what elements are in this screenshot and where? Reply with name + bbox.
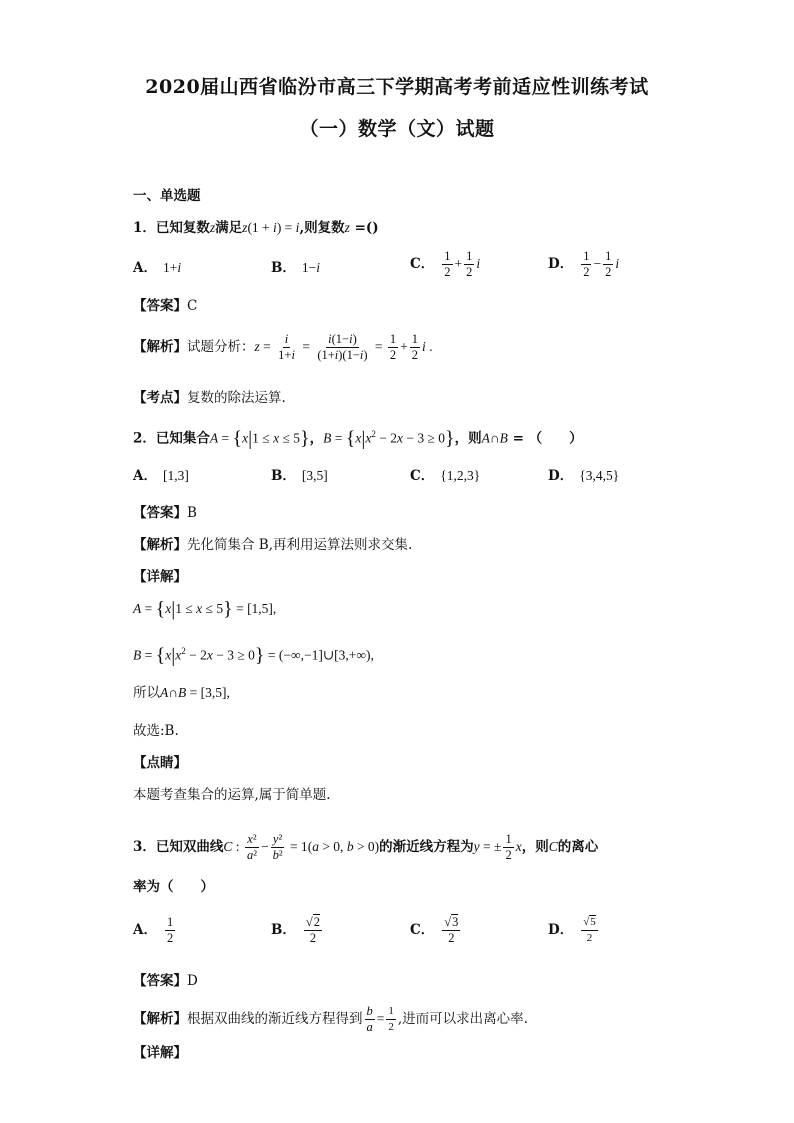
q2-detail-line-2: $B = \{x|x^2 - 2x - 3 \ge 0\}$ = (−∞,−1]∪[3,+∞),: [133, 644, 374, 667]
answer-value: B: [187, 505, 197, 521]
question-3-stem-cont: 率为（ ）: [133, 879, 214, 895]
document-title-line1: 2020届山西省临汾市高三下学期高考考前适应性训练考试: [145, 76, 649, 98]
q3-option-c[interactable]: C． $\frac{√3}{2}$: [410, 915, 459, 945]
q2-review-heading: 【点睛】: [133, 755, 187, 771]
q3-analysis: 【解析】根据双曲线的渐近线方程得到 $\frac{b}{a}$ = $\frac{1}{2}$ ,进而可以求出离心率.: [133, 1004, 528, 1034]
condition-expression: z: [242, 220, 248, 235]
q1-option-c[interactable]: C． $\frac{1}{2}$ + $\frac{1}{2}$ i: [410, 249, 481, 279]
q2-detail-line-3: 所以A∩B = [3,5],: [133, 685, 230, 701]
q3-option-b[interactable]: B． $\frac{√2}{2}$: [271, 915, 321, 945]
question-3-stem: 3．已知双曲线C : $\frac{\text{x²}}{\text{a²}}$ − $\frac{\text{y²}}{\text{b²}}$ = 1(a > 0, b > 0)的渐近线方程为y = ± $\frac{1}{2}$ x，则C的离心: [133, 832, 599, 862]
q1-option-a[interactable]: A． 1+i: [133, 260, 182, 276]
question-2-stem: 2．已知集合A = {x|1 ≤ x ≤ 5}，$B = \{x|x^2 - 2x - 3 \ge 0\}$，则A∩B = （ ）: [133, 427, 583, 450]
q3-detail-heading: 【详解】: [133, 1045, 187, 1061]
q3-option-a[interactable]: A． $\frac{1}{2}$: [133, 915, 174, 945]
q2-detail-line-4: 故选:B.: [133, 723, 179, 739]
q1-answer: 【答案】C: [133, 298, 198, 314]
target-expression: z: [344, 220, 350, 235]
q2-review-text: 本题考查集合的运算,属于简单题.: [133, 787, 331, 803]
analysis-expression: z: [254, 339, 260, 354]
q2-detail-heading: 【详解】: [133, 569, 187, 585]
q2-option-c[interactable]: C． {1,2,3}: [410, 468, 481, 484]
q1-option-d[interactable]: D． $\frac{1}{2}$ − $\frac{1}{2}$ i: [548, 249, 620, 279]
q2-option-b[interactable]: B． [3,5]: [271, 468, 328, 484]
question-number: 2．: [133, 430, 156, 447]
question-number: 3．: [133, 839, 156, 855]
q2-analysis: 【解析】先化简集合 B,再利用运算法则求交集.: [133, 537, 413, 553]
set-a-expression: A: [209, 430, 219, 446]
curve-expression: C: [223, 839, 233, 854]
q1-analysis: 【解析】试题分析：z = $\frac{i}{1+i}$ = $\frac{i(1-i)}{(1+i)(1-i)}$ = $\frac{1}{2}$ + $\frac{1}{2}$ i .: [133, 332, 433, 362]
q3-option-d[interactable]: D． $\frac{√5}{2}$: [548, 916, 596, 944]
question-1-stem: 1．已知复数z满足z(1 + i) = i,则复数z =(): [133, 220, 379, 236]
question-text: 满足: [215, 220, 243, 236]
variable-z: z: [209, 220, 216, 235]
q3-answer: 【答案】D: [133, 973, 198, 989]
question-number: 1．: [133, 220, 156, 236]
question-text: ,则复数: [299, 220, 345, 236]
q1-option-b[interactable]: B． 1−i: [271, 260, 321, 276]
q1-point: 【考点】复数的除法运算.: [133, 390, 286, 406]
document-title-line2: （一）数学（文）试题: [299, 118, 495, 140]
question-text: 已知复数: [155, 220, 210, 236]
section-heading: 一、单选题: [133, 188, 201, 204]
set-b-expression: B: [323, 430, 332, 446]
answer-value: D: [187, 973, 198, 989]
answer-value: C: [187, 298, 198, 314]
q2-option-d[interactable]: D． {3,4,5}: [548, 468, 620, 484]
q2-detail-line-1: A = {x|1 ≤ x ≤ 5} = [1,5],: [133, 598, 277, 620]
q2-option-a[interactable]: A． [1,3]: [133, 468, 189, 484]
q2-answer: 【答案】B: [133, 505, 197, 521]
